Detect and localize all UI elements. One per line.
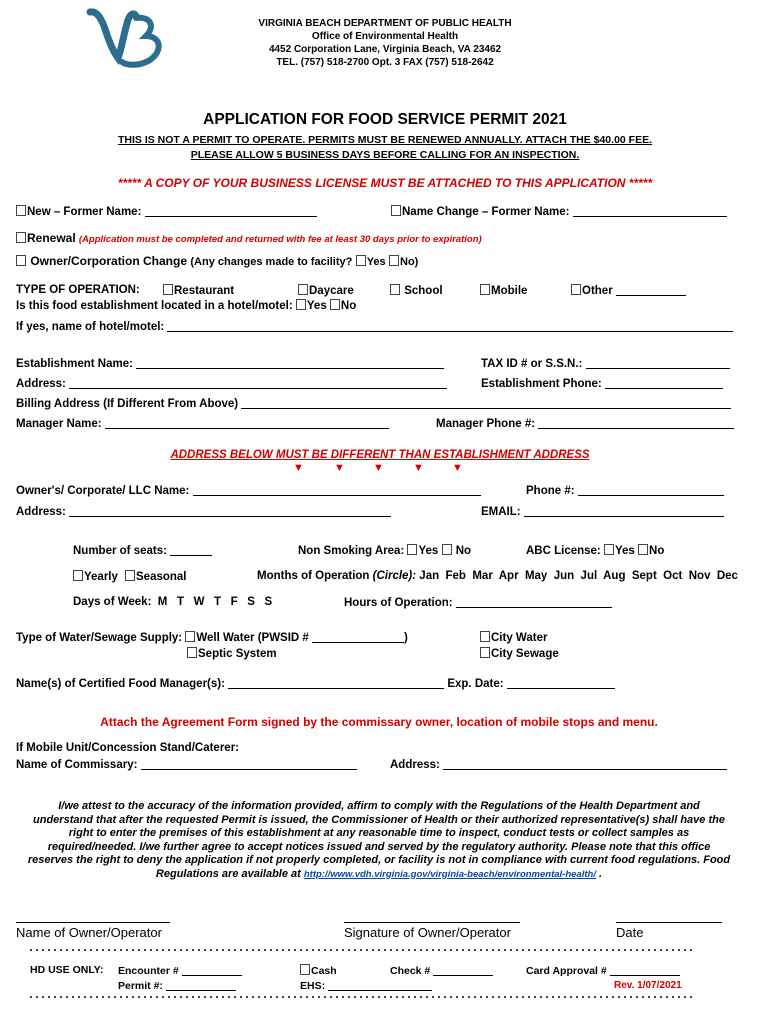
card-approval-row: Card Approval # (526, 964, 680, 977)
days-list[interactable]: M T W T F S S (157, 596, 273, 608)
renewal-note: (Application must be completed and returned with fee at least 30 days prior to expiration) (78, 234, 482, 245)
owner-email-field[interactable] (524, 505, 724, 517)
vb-logo (84, 8, 168, 70)
tax-id-field[interactable] (586, 357, 730, 369)
commissary-address-field[interactable] (443, 758, 727, 770)
owner-change-checkbox[interactable] (16, 255, 26, 266)
encounter-row: Encounter # (118, 964, 242, 977)
divider (28, 946, 693, 954)
arrow-icon: ▼ (373, 462, 384, 474)
daycare-checkbox[interactable] (298, 284, 308, 295)
septic-option[interactable]: Septic System (187, 647, 277, 660)
license-note: ***** A COPY OF YOUR BUSINESS LICENSE MUST BE ATTACHED TO THIS APPLICATION ***** (117, 176, 653, 190)
manager-phone-field[interactable] (538, 417, 734, 429)
facility-change-no-checkbox[interactable] (389, 255, 399, 266)
permit-field[interactable] (166, 979, 236, 991)
arrow-icon: ▼ (293, 462, 304, 474)
hours-row: Hours of Operation: (344, 596, 612, 609)
regulations-link[interactable]: http://www.vdh.virginia.gov/virginia-beach/environmental-health/ (303, 868, 596, 880)
other-option[interactable]: Other (571, 284, 686, 297)
new-option[interactable]: New – Former Name: (16, 205, 317, 218)
manager-name-field[interactable] (105, 417, 389, 429)
school-option[interactable]: School (390, 284, 443, 297)
yearly-checkbox[interactable] (73, 570, 83, 581)
owner-name-line[interactable] (16, 922, 170, 923)
owner-name-field[interactable] (193, 484, 481, 496)
hotel-no-checkbox[interactable] (330, 299, 340, 310)
name-change-former-field[interactable] (573, 205, 727, 217)
owner-address-field[interactable] (69, 505, 391, 517)
manager-phone-row: Manager Phone #: (436, 417, 734, 430)
owner-phone-row: Phone #: (526, 484, 724, 497)
city-water-option[interactable]: City Water (480, 631, 547, 644)
abc-yes-checkbox[interactable] (604, 544, 614, 555)
date-line[interactable] (616, 922, 722, 923)
restaurant-option[interactable]: Restaurant (163, 284, 234, 297)
mobile-checkbox[interactable] (480, 284, 490, 295)
notice-inspection: PLEASE ALLOW 5 BUSINESS DAYS BEFORE CALLING FOR AN INSPECTION. (190, 149, 580, 161)
billing-address-field[interactable] (241, 397, 731, 409)
establishment-phone-field[interactable] (605, 377, 723, 389)
water-row: Type of Water/Sewage Supply: Well Water (PWSID # ) (16, 632, 408, 644)
dept-name: VIRGINIA BEACH DEPARTMENT OF PUBLIC HEALTH (258, 18, 512, 29)
ehs-field[interactable] (328, 979, 432, 991)
other-checkbox[interactable] (571, 284, 581, 295)
form-title: APPLICATION FOR FOOD SERVICE PERMIT 2021 (203, 111, 567, 128)
mobile-question: If Mobile Unit/Concession Stand/Caterer: (16, 742, 239, 754)
days-row: Days of Week: M T W T F S S (73, 596, 273, 608)
facility-change-yes-checkbox[interactable] (356, 255, 366, 266)
check-row: Check # (390, 964, 493, 977)
encounter-field[interactable] (182, 964, 242, 976)
office-phone: TEL. (757) 518-2700 Opt. 3 FAX (757) 518-2642 (276, 57, 494, 68)
attestation: I/we attest to the accuracy of the information provided, affirm to comply with the Regulations of the Health Department and understand that after the requested Permit is issued, the Commissioner of Health or their authorized representative(s) shall have the right to enter the premises of this establishment at any reasonable time to inspect, conduct tests or collect samples as required/needed. I/we further agree to accept notices issued and served by the regulatory authority. Please note that this office reserves the right to deny the application if not properly completed, or facility is not in compliance with current food regulations. Food Regulations are available at http://www.vdh.virginia.gov/virginia-beach/environmental-health/ . (27, 800, 731, 880)
signature-label: Signature of Owner/Operator (344, 925, 511, 940)
arrow-icon: ▼ (452, 462, 463, 474)
yearly-option[interactable]: Yearly (73, 570, 118, 583)
seasonal-checkbox[interactable] (125, 570, 135, 581)
hours-field[interactable] (456, 596, 612, 608)
permit-row: Permit #: (118, 979, 236, 992)
renewal-option[interactable]: Renewal (Application must be completed and returned with fee at least 30 days prior to expiration) (16, 231, 482, 245)
hotel-name-field[interactable] (167, 320, 733, 332)
tax-id-row: TAX ID # or S.S.N.: (481, 357, 730, 370)
city-sewage-option[interactable]: City Sewage (480, 647, 559, 660)
septic-checkbox[interactable] (187, 647, 197, 658)
owner-change-option[interactable]: Owner/Corporation Change (Any changes made to facility? Yes No) (16, 254, 418, 268)
name-change-checkbox[interactable] (391, 205, 401, 216)
smoking-no-checkbox[interactable] (442, 544, 452, 555)
mobile-option[interactable]: Mobile (480, 284, 527, 297)
hotel-yes-checkbox[interactable] (296, 299, 306, 310)
owner-name-row: Owner's/ Corporate/ LLC Name: (16, 484, 481, 497)
office-address: 4452 Corporation Lane, Virginia Beach, VA 23462 (268, 44, 502, 55)
abc-no-checkbox[interactable] (638, 544, 648, 555)
city-sewage-checkbox[interactable] (480, 647, 490, 658)
date-label: Date (616, 925, 644, 940)
hotel-question: Is this food establishment located in a hotel/motel: Yes No (16, 300, 357, 312)
seats-field[interactable] (170, 544, 212, 556)
operation-label: TYPE OF OPERATION: (16, 284, 140, 296)
other-field[interactable] (616, 284, 686, 296)
cash-option[interactable]: Cash (300, 964, 337, 977)
commissary-row: Name of Commissary: (16, 758, 357, 771)
daycare-option[interactable]: Daycare (298, 284, 354, 297)
city-water-checkbox[interactable] (480, 631, 490, 642)
restaurant-checkbox[interactable] (163, 284, 173, 295)
card-approval-field[interactable] (610, 964, 680, 976)
ehs-row: EHS: (300, 979, 432, 992)
owner-name-label: Name of Owner/Operator (16, 925, 162, 940)
establishment-name-row: Establishment Name: (16, 357, 444, 370)
divider (28, 993, 693, 1001)
pwsid-field[interactable] (312, 631, 404, 643)
name-change-option[interactable]: Name Change – Former Name: (391, 205, 727, 218)
establishment-address-row: Address: (16, 377, 447, 390)
hotel-name-row: If yes, name of hotel/motel: (16, 320, 733, 333)
arrow-icon: ▼ (413, 462, 424, 474)
seats-row: Number of seats: (73, 544, 212, 557)
months-list[interactable]: Jan Feb Mar Apr May Jun Jul Aug Sept Oct Nov Dec (419, 570, 738, 582)
new-checkbox[interactable] (16, 205, 26, 216)
notice-permit: THIS IS NOT A PERMIT TO OPERATE. PERMITS MUST BE RENEWED ANNUALLY. ATTACH THE $40.00 FEE. (118, 134, 652, 146)
revision-date: Rev. 1/07/2021 (614, 980, 682, 991)
signature-line[interactable] (344, 922, 520, 923)
manager-name-row: Manager Name: (16, 417, 389, 430)
owner-phone-field[interactable] (578, 484, 724, 496)
exp-date-field[interactable] (507, 677, 615, 689)
former-name-field[interactable] (145, 205, 317, 217)
owner-email-row: EMAIL: (481, 505, 724, 518)
owner-address-note: ADDRESS BELOW MUST BE DIFFERENT THAN ESTABLISHMENT ADDRESS (170, 449, 590, 461)
commissary-address-row: Address: (390, 758, 727, 771)
abc-row: ABC License: Yes No (526, 545, 665, 557)
establishment-name-field[interactable] (136, 357, 444, 369)
billing-address-row: Billing Address (If Different From Above) (16, 397, 731, 410)
smoking-yes-checkbox[interactable] (407, 544, 417, 555)
hd-use-label: HD USE ONLY: (30, 964, 104, 976)
seasonal-option[interactable]: Seasonal (125, 570, 187, 583)
school-checkbox[interactable] (390, 284, 400, 295)
smoking-row: Non Smoking Area: Yes No (298, 545, 472, 557)
check-field[interactable] (433, 964, 493, 976)
establishment-phone-row: Establishment Phone: (481, 377, 723, 390)
months-row: Months of Operation (Circle): Jan Feb Mar Apr May Jun Jul Aug Sept Oct Nov Dec (257, 570, 738, 582)
well-water-checkbox[interactable] (185, 631, 195, 642)
cfm-field[interactable] (228, 677, 444, 689)
establishment-address-field[interactable] (69, 377, 447, 389)
office-name: Office of Environmental Health (311, 31, 459, 42)
cash-checkbox[interactable] (300, 964, 310, 975)
attach-note: Attach the Agreement Form signed by the commissary owner, location of mobile stops and menu. (100, 715, 658, 729)
renewal-checkbox[interactable] (16, 232, 26, 243)
cfm-row: Name(s) of Certified Food Manager(s): Exp. Date: (16, 677, 615, 690)
commissary-field[interactable] (141, 758, 357, 770)
arrow-icon: ▼ (334, 462, 345, 474)
owner-address-row: Address: (16, 505, 391, 518)
